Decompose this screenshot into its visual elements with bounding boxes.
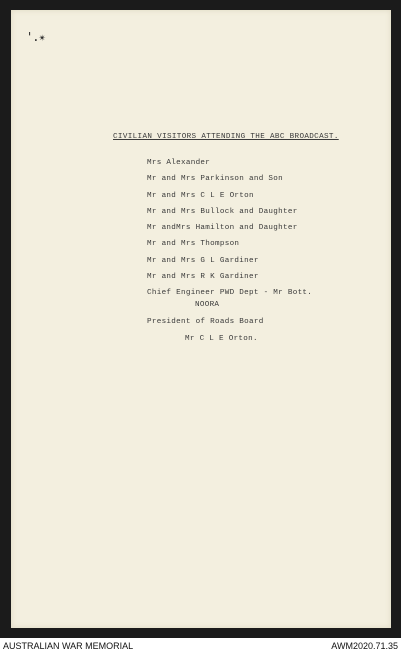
list-item: Mr andMrs Hamilton and Daughter <box>147 224 298 233</box>
board-name: Mr C L E Orton. <box>185 335 258 343</box>
list-item: Mr and Mrs Parkinson and Son <box>147 175 283 184</box>
list-item: Mr and Mrs R K Gardiner <box>147 273 259 282</box>
corner-mark: '.✴ <box>26 30 45 44</box>
list-item: Mr and Mrs Thompson <box>147 240 240 249</box>
section-heading: NOORA <box>195 301 220 309</box>
footer-bar <box>0 640 401 653</box>
list-item: Mrs Alexander <box>147 159 211 167</box>
reference-number: AWM2020.71.35 <box>331 641 398 651</box>
list-item: Mr and Mrs G L Gardiner <box>147 256 259 265</box>
visitor-list <box>147 157 312 304</box>
document-title: CIVILIAN VISITORS ATTENDING THE ABC BROADCAST. <box>113 133 339 141</box>
list-item: Chief Engineer PWD Dept - Mr Bott. <box>147 289 313 298</box>
list-item: Mr and Mrs Bullock and Daughter <box>147 207 298 216</box>
institution-label: AUSTRALIAN WAR MEMORIAL <box>3 641 134 651</box>
list-item: Mr and Mrs C L E Orton <box>147 191 254 200</box>
board-line: President of Roads Board <box>147 318 264 326</box>
